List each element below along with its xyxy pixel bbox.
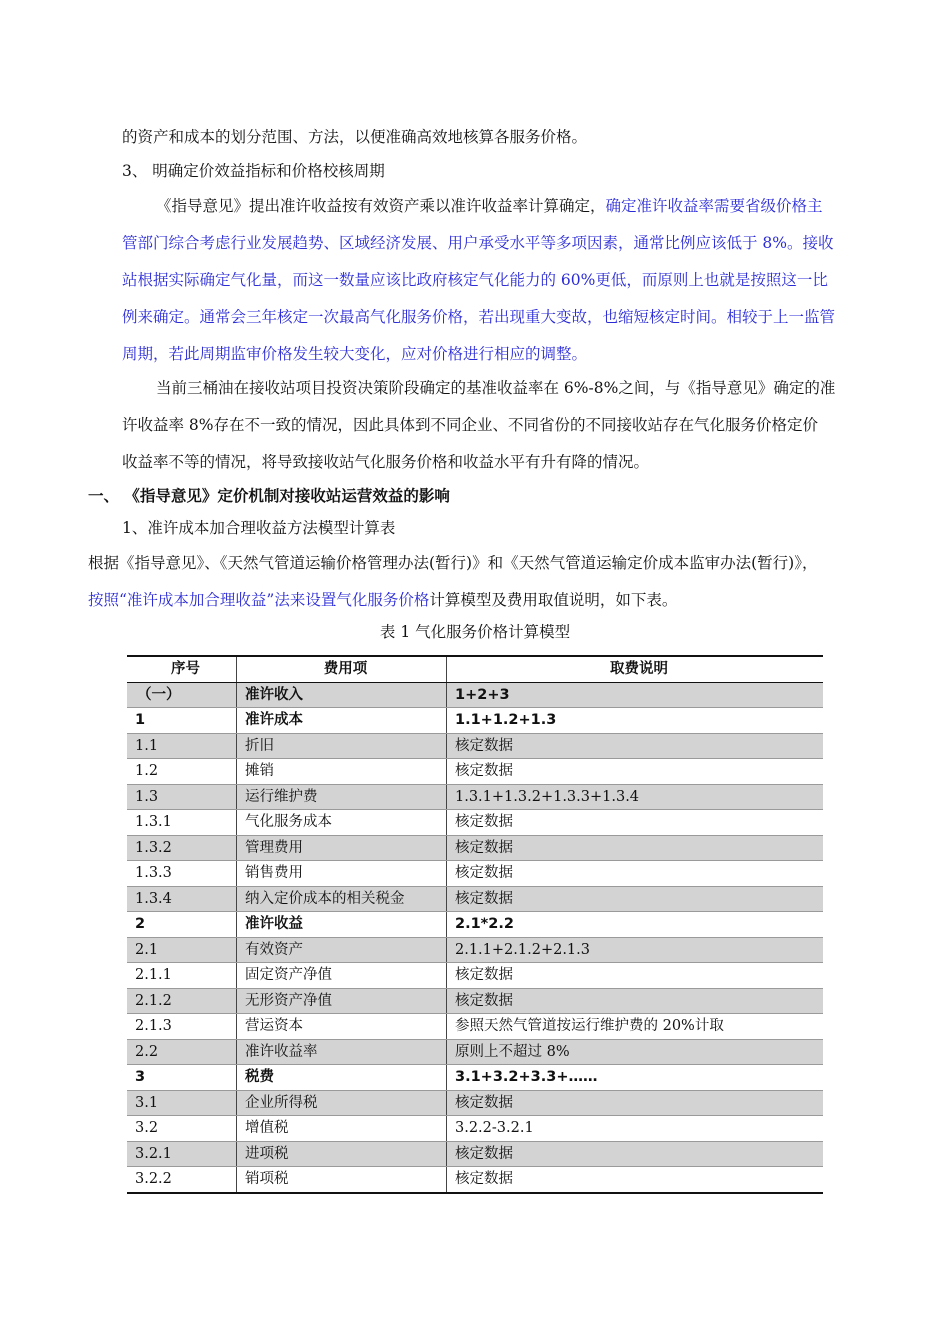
table-row xyxy=(127,733,823,759)
cell-no: 2.1.1 xyxy=(127,963,237,989)
cell-desc: 核定数据 xyxy=(447,759,824,785)
cell-desc: 核定数据 xyxy=(447,963,824,989)
cell-item: 摊销 xyxy=(237,759,447,785)
cell-item: 准许收入 xyxy=(237,682,447,708)
cell-item: 运行维护费 xyxy=(237,784,447,810)
table-row xyxy=(127,759,823,785)
cell-desc: 核定数据 xyxy=(447,861,824,887)
cell-item: 固定资产净值 xyxy=(237,963,447,989)
highlighted-text: 例来确定。通常会三年核定一次最高气化服务价格，若出现重大变故，也缩短核定时间。相较于上一监管 xyxy=(122,308,836,326)
cell-desc: 核定数据 xyxy=(447,1141,824,1167)
table-row xyxy=(127,988,823,1014)
cell-desc: 核定数据 xyxy=(447,988,824,1014)
paragraph-line xyxy=(88,590,677,610)
cell-no: （一） xyxy=(127,682,237,708)
cell-item: 准许成本 xyxy=(237,708,447,734)
highlighted-text: 周期，若此周期监审价格发生较大变化，应对价格进行相应的调整。 xyxy=(122,345,588,363)
cell-no: 1.1 xyxy=(127,733,237,759)
section-heading: 一、 《指导意见》定价机制对接收站运营效益的影响 xyxy=(88,487,450,505)
cell-item: 进项税 xyxy=(237,1141,447,1167)
table-row xyxy=(127,835,823,861)
table-row xyxy=(127,784,823,810)
cell-desc: 参照天然气管道按运行维护费的 20%计取 xyxy=(447,1014,824,1040)
paragraph-line: 根据《指导意见》、《天然气管道运输价格管理办法(暂行)》和《天然气管道运输定价成本监审办法(暂行)》， xyxy=(88,554,818,572)
table-row xyxy=(127,912,823,938)
cell-desc: 3.1+3.2+3.3+…… xyxy=(447,1065,824,1091)
cell-item: 企业所得税 xyxy=(237,1090,447,1116)
cell-no: 2.1 xyxy=(127,937,237,963)
paragraph-text: 《指导意见》提出准许收益按有效资产乘以准许收益率计算确定， xyxy=(156,197,606,215)
cell-desc: 核定数据 xyxy=(447,810,824,836)
table-row xyxy=(127,937,823,963)
cell-no: 1.3.3 xyxy=(127,861,237,887)
cell-no: 3.1 xyxy=(127,1090,237,1116)
subsection-heading: 1、准许成本加合理收益方法模型计算表 xyxy=(122,519,396,537)
cell-item: 纳入定价成本的相关税金 xyxy=(237,886,447,912)
cell-desc: 核定数据 xyxy=(447,1167,824,1193)
table-row xyxy=(127,861,823,887)
cell-item: 营运资本 xyxy=(237,1014,447,1040)
cell-no: 3 xyxy=(127,1065,237,1091)
cell-item: 销售费用 xyxy=(237,861,447,887)
header-item: 费用项 xyxy=(237,656,447,682)
table-row xyxy=(127,1014,823,1040)
paragraph-line: 的资产和成本的划分范围、方法，以便准确高效地核算各服务价格。 xyxy=(122,128,588,146)
cell-no: 1.3.4 xyxy=(127,886,237,912)
price-model-table xyxy=(127,655,823,1194)
cell-no: 1 xyxy=(127,708,237,734)
cell-desc: 1.1+1.2+1.3 xyxy=(447,708,824,734)
paragraph-line: 收益率不等的情况，将导致接收站气化服务价格和收益水平有升有降的情况。 xyxy=(122,453,650,471)
highlighted-text: 站根据实际确定气化量，而这一数量应该比政府核定气化能力的 60%更低，而原则上也就是按照这一比 xyxy=(122,271,828,289)
cell-desc: 核定数据 xyxy=(447,1090,824,1116)
table-row xyxy=(127,963,823,989)
cell-desc: 1+2+3 xyxy=(447,682,824,708)
highlighted-text: 确定准许收益率需要省级价格主 xyxy=(605,197,823,215)
highlighted-text: 管部门综合考虑行业发展趋势、区域经济发展、用户承受水平等多项因素，通常比例应该低于 8%。接收 xyxy=(122,234,834,252)
cell-item: 气化服务成本 xyxy=(237,810,447,836)
cell-item: 准许收益 xyxy=(237,912,447,938)
table-row xyxy=(127,810,823,836)
paragraph-line: 许收益率 8%存在不一致的情况，因此具体到不同企业、不同省份的不同接收站存在气化服务价格定价 xyxy=(122,416,819,434)
cell-item: 增值税 xyxy=(237,1116,447,1142)
cell-desc: 原则上不超过 8% xyxy=(447,1039,824,1065)
cell-no: 1.2 xyxy=(127,759,237,785)
table-row xyxy=(127,1141,823,1167)
cell-no: 2.1.2 xyxy=(127,988,237,1014)
paragraph-line xyxy=(156,196,823,216)
cell-desc: 1.3.1+1.3.2+1.3.3+1.3.4 xyxy=(447,784,824,810)
subsection-heading: 3、 明确定价效益指标和价格校核周期 xyxy=(122,162,385,180)
cell-no: 2 xyxy=(127,912,237,938)
header-desc: 取费说明 xyxy=(447,656,824,682)
cell-item: 税费 xyxy=(237,1065,447,1091)
cell-desc: 2.1.1+2.1.2+2.1.3 xyxy=(447,937,824,963)
cell-item: 管理费用 xyxy=(237,835,447,861)
cell-item: 无形资产净值 xyxy=(237,988,447,1014)
cell-desc: 2.1*2.2 xyxy=(447,912,824,938)
cell-desc: 核定数据 xyxy=(447,733,824,759)
cell-item: 有效资产 xyxy=(237,937,447,963)
cell-desc: 核定数据 xyxy=(447,835,824,861)
cell-no: 1.3 xyxy=(127,784,237,810)
table-row xyxy=(127,1167,823,1193)
cell-no: 1.3.2 xyxy=(127,835,237,861)
cell-desc: 3.2.2-3.2.1 xyxy=(447,1116,824,1142)
highlighted-text: 按照“准许成本加合理收益”法来设置气化服务价格 xyxy=(88,591,430,609)
cell-item: 折旧 xyxy=(237,733,447,759)
header-no: 序号 xyxy=(127,656,237,682)
table-row xyxy=(127,886,823,912)
cell-no: 3.2.1 xyxy=(127,1141,237,1167)
cell-no: 1.3.1 xyxy=(127,810,237,836)
table-header-row xyxy=(127,656,823,682)
cell-no: 2.1.3 xyxy=(127,1014,237,1040)
cell-item: 准许收益率 xyxy=(237,1039,447,1065)
table-row xyxy=(127,1090,823,1116)
paragraph-line: 当前三桶油在接收站项目投资决策阶段确定的基准收益率在 6%-8%之间，与《指导意见》确定的准 xyxy=(156,379,836,397)
table-row xyxy=(127,1116,823,1142)
table-row xyxy=(127,682,823,708)
table-row xyxy=(127,1065,823,1091)
cell-desc: 核定数据 xyxy=(447,886,824,912)
table-caption: 表 1 气化服务价格计算模型 xyxy=(379,623,571,641)
cell-item: 销项税 xyxy=(237,1167,447,1193)
cell-no: 3.2.2 xyxy=(127,1167,237,1193)
table-row xyxy=(127,708,823,734)
cell-no: 3.2 xyxy=(127,1116,237,1142)
table-row xyxy=(127,1039,823,1065)
cell-no: 2.2 xyxy=(127,1039,237,1065)
paragraph-text: 计算模型及费用取值说明，如下表。 xyxy=(429,591,678,609)
